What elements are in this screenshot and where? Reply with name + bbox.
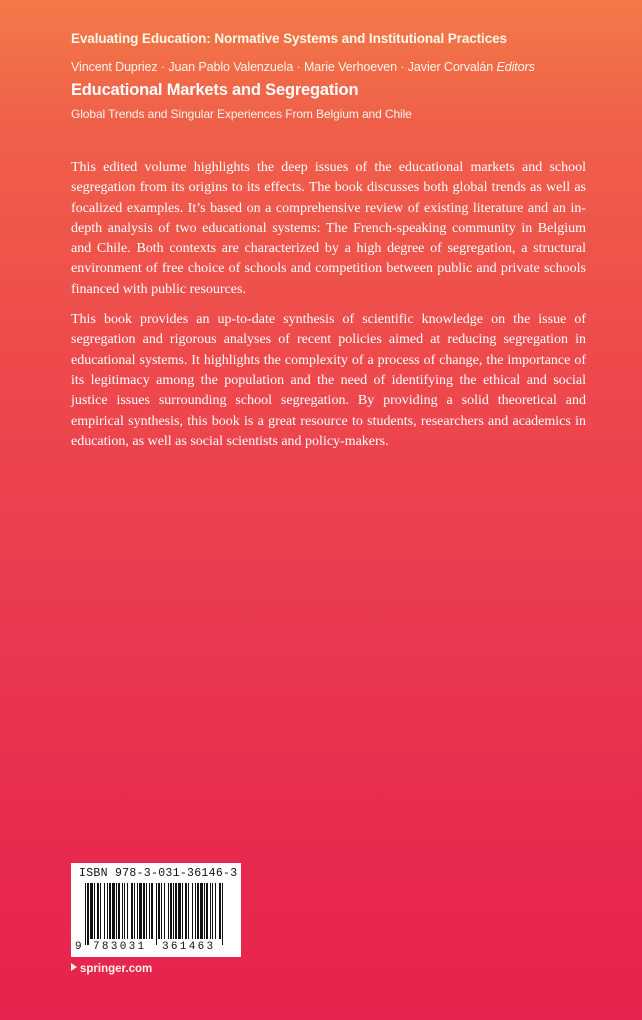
barcode-bar xyxy=(149,883,150,939)
barcode-digit-first: 9 xyxy=(75,941,82,953)
description-paragraph-2: This book provides an up-to-date synthesis of scientific knowledge on the issue of segregation and rigorous analyses of recent policies aimed at reducing segregation in educational systems. It highlights the complexity of a process of change, the importance of its legitimacy among the population and the need of identifying the ethical and social justice issues surrounding school segregation. By providing a solid theoretical and empirical synthesis, this book is a great resource to students, researchers and academics in education, as well as social scientists and policy-makers. xyxy=(71,312,586,449)
barcode-digits-left: 783031 xyxy=(93,941,147,953)
description-paragraph-1: This edited volume highlights the deep issues of the educational markets and school segregation from its origins to its effects. The book discusses both global trends as well as focalized examples. It’s based on a comprehensive review of existing literature and an in-depth analysis of two educational systems: The French-speaking community in Belgium and Chile. Both contexts are characterized by a high degree of segregation, a structural environment of free choice of schools and competition between public and private schools financed with public resources. xyxy=(71,160,586,297)
barcode-bar xyxy=(97,883,99,939)
barcode-bar xyxy=(173,883,174,939)
editors-line xyxy=(71,60,535,74)
barcode-bar xyxy=(219,883,221,939)
publisher-link[interactable] xyxy=(71,963,152,975)
barcode-bar xyxy=(188,883,189,939)
barcode-bar xyxy=(212,883,213,939)
isbn-label: ISBN 978-3-031-36146-3 xyxy=(79,867,238,880)
barcode-bar xyxy=(143,883,145,939)
barcode-bar xyxy=(124,883,125,939)
barcode-bar xyxy=(195,883,196,939)
barcode-bar xyxy=(104,883,105,939)
barcode-bar xyxy=(139,883,142,939)
barcode-bar xyxy=(182,883,183,939)
barcode-bar xyxy=(127,883,128,939)
barcode-bar xyxy=(146,883,147,939)
barcode-bar xyxy=(158,883,160,939)
barcode-bar xyxy=(116,883,117,939)
barcode-bar xyxy=(164,883,165,939)
barcode-bar xyxy=(215,883,216,939)
barcode-bars xyxy=(85,883,227,947)
barcode-bar xyxy=(168,883,169,939)
barcode-bar xyxy=(107,883,108,939)
editor-names: Vincent Dupriez · Juan Pablo Valenzuela · Marie Verhoeven · Javier Corvalán xyxy=(71,60,494,74)
barcode-bar xyxy=(137,883,138,939)
barcode-bar xyxy=(204,883,205,939)
barcode-bar xyxy=(122,883,123,939)
barcode-bar xyxy=(222,883,223,945)
barcode-digits-right: 361463 xyxy=(162,941,216,953)
barcode-bar xyxy=(156,883,157,945)
series-title: Evaluating Education: Normative Systems and Institutional Practices xyxy=(71,31,507,46)
barcode-bar xyxy=(85,883,86,945)
book-description xyxy=(71,158,586,462)
barcode-bar xyxy=(161,883,162,939)
barcode-bar xyxy=(94,883,95,939)
barcode-bar xyxy=(175,883,177,939)
barcode-bar xyxy=(200,883,203,939)
barcode-bar xyxy=(206,883,208,939)
editors-role: Editors xyxy=(496,60,535,74)
barcode-bar xyxy=(109,883,111,939)
play-arrow-icon xyxy=(71,963,77,971)
barcode-bar xyxy=(170,883,172,939)
book-subtitle: Global Trends and Singular Experiences From Belgium and Chile xyxy=(71,107,412,121)
barcode-bar xyxy=(185,883,187,939)
barcode-bar xyxy=(178,883,181,939)
publisher-url: springer.com xyxy=(80,963,153,975)
barcode-bar xyxy=(197,883,199,939)
barcode-bar xyxy=(210,883,211,939)
barcode-bar xyxy=(90,883,93,939)
barcode-bar xyxy=(134,883,135,939)
barcode-bar xyxy=(131,883,133,939)
barcode-bar xyxy=(118,883,120,939)
barcode-bar xyxy=(192,883,193,939)
isbn-barcode xyxy=(71,863,241,957)
book-title: Educational Markets and Segregation xyxy=(71,81,359,99)
barcode-bar xyxy=(151,883,153,939)
barcode-bar xyxy=(87,883,89,945)
barcode-bar xyxy=(112,883,115,939)
barcode-bar xyxy=(100,883,101,939)
